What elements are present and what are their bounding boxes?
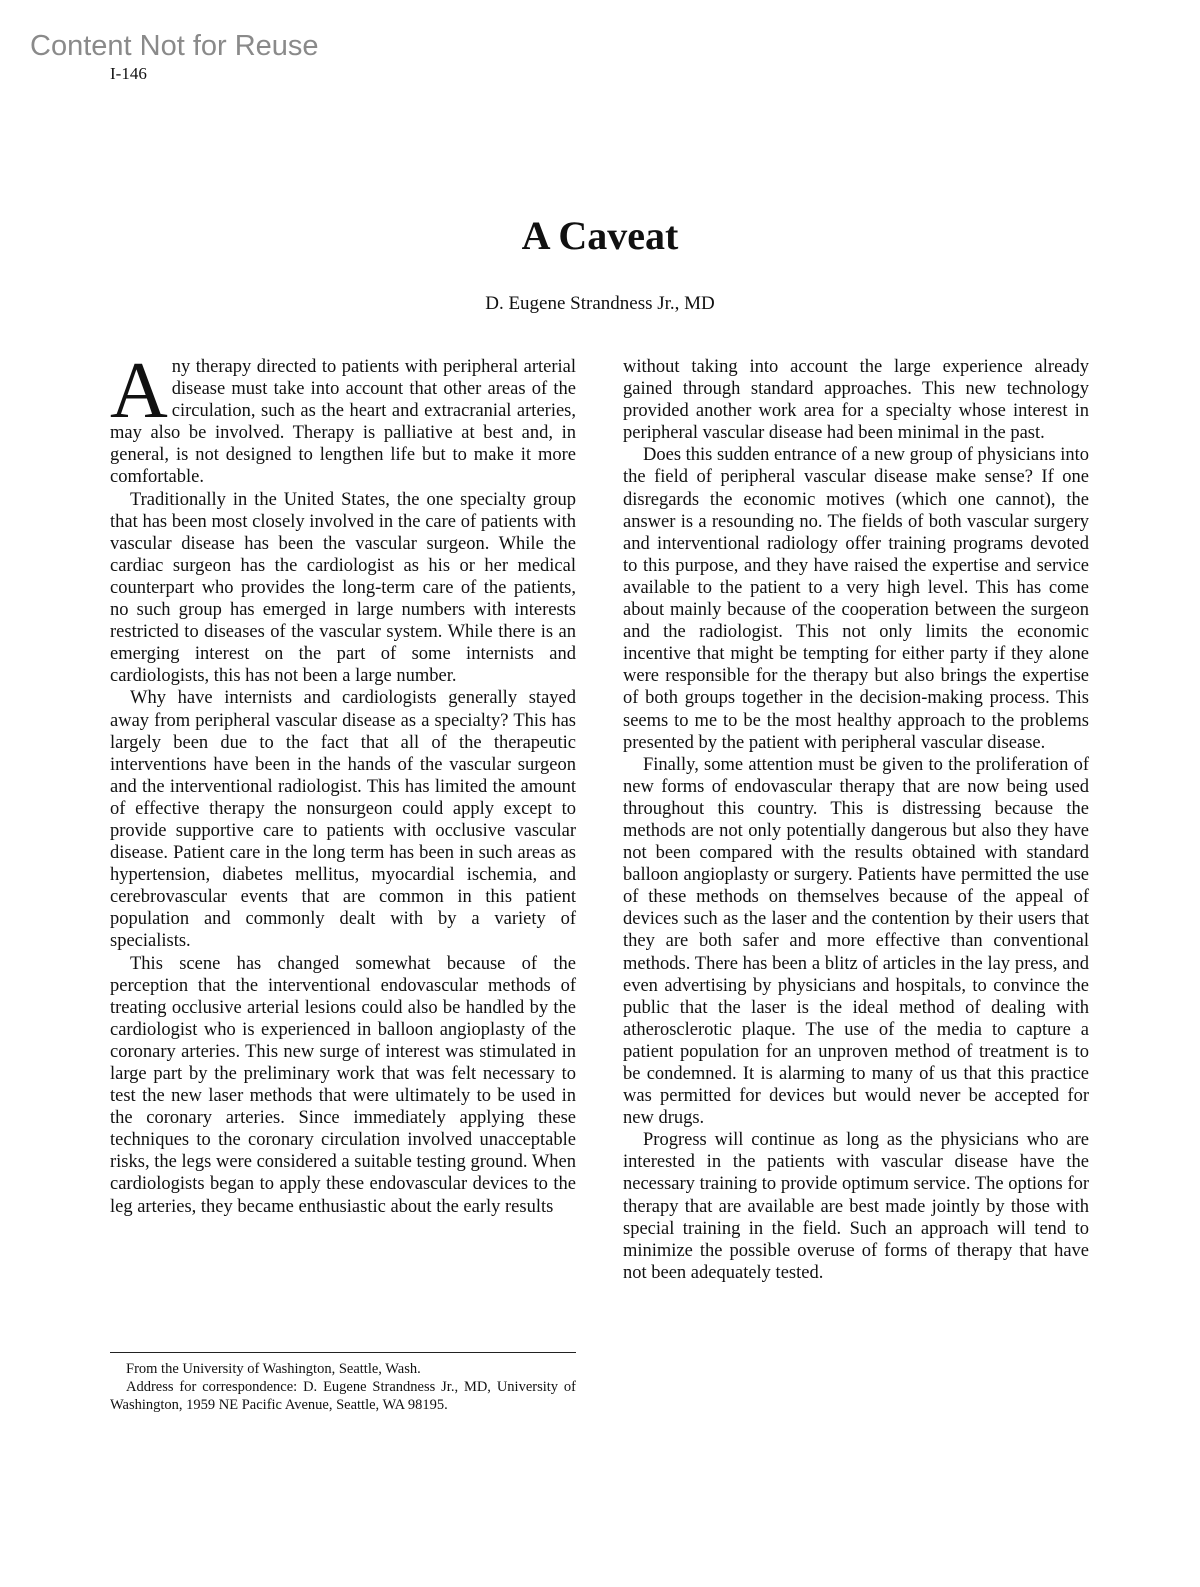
left-column bbox=[110, 347, 576, 1218]
page-number: I-146 bbox=[110, 64, 147, 83]
body-paragraph-1-text: ny therapy directed to patients with peripheral arterial disease must take into account that other areas of the circulation, such as the heart and extracranial arteries, may also be involved. Therapy is palliative at best and, in general, is not designed to lengthen life but to make it more comfortable. bbox=[110, 357, 576, 488]
body-paragraph-7: Progress will continue as long as the physicians who are interested in the patients with vascular disease have the necessary training to provide optimum service. The options for therapy that are available are best made jointly by those with special training in the field. Such an approach will tend to minimize the possible overuse of forms of therapy that have not been adequately tested. bbox=[623, 1130, 1089, 1283]
drop-cap: A bbox=[110, 347, 168, 435]
body-paragraph-4-continued: without taking into account the large experience already gained through standard approaches. This new technology provided another work area for a specialty whose interest in peripheral vascular disease had been minimal in the past. bbox=[623, 357, 1089, 444]
author-byline: D. Eugene Strandness Jr., MD bbox=[485, 293, 715, 314]
body-paragraph-3: Why have internists and cardiologists generally stayed away from peripheral vascular disease as a specialty? This has largely been due to the fact that all of the therapeutic interventions have been in the hands of the vascular surgeon and the interventional radiologist. This has limited the amount of effective therapy the nonsurgeon could apply except to provide supportive care to patients with occlusive vascular disease. Patient care in the long term has been in such areas as hypertension, diabetes mellitus, myocardial ischemia, and cerebrovascular events that are common in this patient population and commonly dealt with by a variety of specialists. bbox=[110, 688, 576, 952]
footnote-correspondence: Address for correspondence: D. Eugene Strandness Jr., MD, University of Washington, 1959 NE Pacific Avenue, Seattle, WA 98195. bbox=[110, 1379, 576, 1413]
body-paragraph-2: Traditionally in the United States, the one specialty group that has been most closely involved in the care of patients with vascular disease has been the vascular surgeon. While the cardiac surgeon has the cardiologist as his or her medical counterpart who provides the long-term care of the patients, no such group has emerged in large numbers with interests restricted to diseases of the vascular system. While there is an emerging interest on the part of some internists and cardiologists, this has not been a large number. bbox=[110, 489, 576, 687]
footnote-affiliation: From the University of Washington, Seattle, Wash. bbox=[126, 1361, 421, 1377]
body-paragraph-5: Does this sudden entrance of a new group of physicians into the field of peripheral vascular disease make sense? If one disregards the economic motives (which one cannot), the answer is a resounding no. The fields of both vascular surgery and interventional radiology offer training programs devoted to this purpose, and they have raised the expertise and service available to the patient to a very high level. This has come about mainly because of the cooperation between the surgeon and the radiologist. This not only limits the economic incentive that might be tempting for either party if they alone were responsible for the therapy but also brings the expertise of both groups together in the decision-making process. This seems to me to be the most healthy approach to the problems presented by the patient with peripheral vascular disease. bbox=[623, 445, 1089, 753]
footnotes bbox=[110, 1360, 576, 1414]
watermark: Content Not for Reuse bbox=[30, 30, 319, 62]
right-column bbox=[623, 356, 1089, 1284]
body-paragraph-4: This scene has changed somewhat because of the perception that the interventional endovascular methods of treating occlusive arterial lesions could also be handled by the cardiologist who is experienced in balloon angioplasty of the coronary arteries. This new surge of interest was stimulated in large part by the preliminary work that was felt necessary to test the new laser methods that were ultimately to be used in the coronary arteries. Since immediately applying these techniques to the coronary circulation involved unacceptable risks, the legs were considered a suitable testing ground. When cardiologists began to apply these endovascular devices to the leg arteries, they became enthusiastic about the early results bbox=[110, 953, 576, 1217]
article-title: A Caveat bbox=[521, 213, 679, 258]
footnote-divider bbox=[110, 1352, 576, 1353]
body-paragraph-1 bbox=[110, 347, 576, 489]
body-paragraph-6: Finally, some attention must be given to the proliferation of new forms of endovascular therapy that are now being used throughout this country. This is distressing because the methods are not only potentially dangerous but also they have not been compared with the results obtained with standard balloon angioplasty or surgery. Patients have permitted the use of these methods on themselves because of the appeal of devices such as the laser and the contention by their users that they are both safer and more effective than conventional methods. There has been a blitz of articles in the lay press, and even advertising by physicians and hospitals, to convince the public that the laser is the ideal method of dealing with atherosclerotic plaque. The use of the media to capture a patient population for an unproven method of treatment is to be condemned. It is alarming to many of us that this practice was permitted for devices but would never be accepted for new drugs. bbox=[623, 754, 1089, 1129]
